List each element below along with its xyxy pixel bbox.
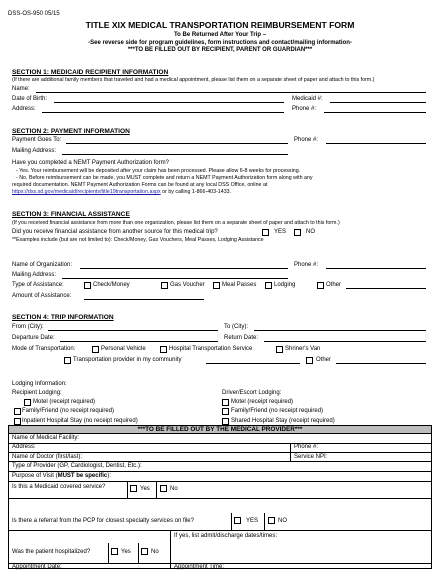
assistance-question: Did you receive financial assistance from another source for this medical trip? [12, 229, 218, 235]
nemt-no-line-3 [12, 189, 231, 196]
assistance-yes-label: YES [274, 229, 287, 235]
covered-no-label: No [170, 486, 178, 492]
referral-no-checkbox[interactable] [268, 517, 275, 524]
appointment-time-label: Appointment Time: [174, 564, 225, 570]
nemt-phone-text: or by calling 1-866-403-1433. [160, 189, 232, 195]
nemt-question: Have you completed a NEMT Payment Authorization form? [12, 160, 169, 166]
provider-address-label: Address: [12, 444, 36, 450]
recipient-motel-label: Motel (receipt required) [33, 399, 96, 405]
payment-phone-label: Phone #: [294, 137, 319, 143]
mailing-address-label: Mailing Address: [12, 148, 57, 154]
nemt-no-line-1: - No. Before reimbursement can be made, you MUST complete and return a NEMT Payment Authorization form along with any [16, 175, 313, 181]
referral-no-label: NO [278, 518, 287, 524]
section-4-heading: SECTION 4: TRIP INFORMATION [12, 314, 114, 321]
address-field[interactable] [42, 112, 284, 113]
transport-mode-label: Mode of Transportation: [12, 346, 76, 352]
section-1-heading: SECTION 1: MEDICAID RECIPIENT INFORMATION [12, 69, 169, 76]
return-date-field[interactable] [264, 341, 426, 342]
admit-discharge-label: If yes, list admit/discharge dates/times: [174, 533, 278, 539]
dob-field[interactable] [54, 102, 284, 103]
type-meal-passes-checkbox[interactable] [213, 282, 220, 289]
driver-lodging-label: Driver/Escort Lodging: [222, 390, 282, 396]
medicaid-field[interactable] [330, 102, 426, 103]
community-provider-field[interactable] [206, 363, 300, 364]
lodging-info-label: Lodging Information: [12, 381, 67, 387]
assistance-no-checkbox[interactable] [294, 229, 301, 236]
phone-label: Phone #: [292, 106, 317, 112]
to-city-field[interactable] [254, 330, 426, 331]
type-other-label: Other [326, 282, 342, 288]
phone-field[interactable] [324, 112, 426, 113]
provider-banner-text: ***TO BE FILLED OUT BY THE MEDICAL PROVIDER*** [137, 426, 303, 433]
mode-other-label: Other [316, 357, 332, 363]
driver-shared-stay-label: Shared Hospital Stay (receipt required) [231, 418, 335, 424]
payment-goes-to-field[interactable] [66, 143, 288, 144]
facility-label: Name of Medical Facility: [12, 435, 80, 441]
address-label: Address: [12, 106, 36, 112]
mailing-address-field[interactable] [62, 154, 288, 155]
recipient-motel-checkbox[interactable] [24, 399, 31, 406]
driver-shared-stay-checkbox[interactable] [222, 418, 229, 425]
organization-phone-field[interactable] [326, 268, 426, 269]
mode-hospital-service-label: Hospital Transportation Service [169, 346, 253, 352]
dob-label: Date of Birth: [12, 96, 48, 102]
form-number: DSS-OS-950 05/15 [8, 11, 60, 17]
section-2-heading: SECTION 2: PAYMENT INFORMATION [12, 128, 130, 135]
purpose-label: Purpose of Visit (MUST be specific): [12, 473, 111, 479]
assistance-amount-label: Amount of Assistance: [12, 293, 72, 299]
name-field[interactable] [36, 92, 426, 93]
hospitalized-question: Was the patient hospitalized? [12, 549, 91, 555]
type-other-checkbox[interactable] [317, 282, 324, 289]
type-gas-voucher-checkbox[interactable] [161, 282, 168, 289]
npi-label: Service NPI: [294, 454, 328, 460]
mode-hospital-service-checkbox[interactable] [160, 346, 167, 353]
referral-question: Is there a referral from the PCP for closest specialty services on file? [12, 518, 194, 524]
covered-service-question: Is this a Medicaid covered service? [12, 484, 106, 490]
type-gas-voucher-label: Gas Voucher [170, 282, 205, 288]
section-3-heading: SECTION 3: FINANCIAL ASSISTANCE [12, 211, 130, 218]
mode-community-provider-label: Transportation provider in my community [73, 357, 182, 363]
referral-yes-checkbox[interactable] [234, 517, 241, 524]
recipient-lodging-label: Recipient Lodging: [12, 390, 62, 396]
driver-family-label: Family/Friend (no receipt required) [231, 408, 324, 414]
type-lodging-label: Lodging [274, 282, 296, 288]
recipient-inpatient-label: Inpatient Hospital Stay (no receipt required) [22, 418, 138, 424]
payment-goes-to-label: Payment Goes To: [12, 137, 62, 143]
nemt-form-link[interactable]: https://dss.sd.gov/medicaid/recipients/title19transportation.aspx [12, 189, 161, 195]
covered-yes-label: Yes [140, 486, 150, 492]
provider-type-label: Type of Provider (GP, Cardiologist, Dentist, Etc.): [12, 463, 142, 469]
type-meal-passes-label: Meal Passes [222, 282, 257, 288]
section-1-note: (If there are additional family members that traveled and had a medical appointment, please list them on a separate sheet of paper and attach to this form.) [12, 77, 375, 83]
medicaid-label: Medicaid #: [292, 96, 323, 102]
organization-field[interactable] [80, 268, 288, 269]
recipient-inpatient-checkbox[interactable] [14, 418, 21, 425]
provider-phone-label: Phone #: [294, 444, 319, 450]
organization-mailing-field[interactable] [62, 278, 288, 279]
mode-personal-vehicle-label: Personal Vehicle [101, 346, 146, 352]
mode-shriners-van-label: Shriner's Van [285, 346, 321, 352]
payment-phone-field[interactable] [326, 143, 426, 144]
organization-mailing-label: Mailing Address: [12, 272, 57, 278]
guidelines-note: -See reverse side for program guidelines, form instructions and contact/mailing information- [88, 40, 352, 46]
section-3-note: (If you received financial assistance from more than one organization, please list them on a separate sheet of paper and attach to this form.) [12, 220, 340, 226]
type-other-field[interactable] [346, 288, 426, 289]
name-label: Name: [12, 86, 30, 92]
provider-table [8, 425, 432, 569]
recipient-family-checkbox[interactable] [14, 408, 21, 415]
type-lodging-checkbox[interactable] [265, 282, 272, 289]
driver-motel-label: Motel (receipt required) [231, 399, 294, 405]
nemt-no-line-2: required documentation. NEMT Payment Authorization Forms can be found at any local DSS Office, online at [12, 182, 268, 188]
hospitalized-no-checkbox[interactable] [141, 548, 148, 555]
nemt-yes-line: - Yes. Your reimbursement will be deposited after your claim has been processed. Please allow 6-8 weeks for processing. [16, 168, 301, 174]
covered-yes-checkbox[interactable] [130, 485, 137, 492]
departure-date-label: Departure Date: [12, 335, 55, 341]
hospitalized-no-label: No [151, 549, 159, 555]
assistance-type-label: Type of Assistance: [12, 282, 64, 288]
referral-yes-label: YES [246, 518, 259, 524]
return-date-label: Return Date: [224, 335, 259, 341]
hospitalized-yes-label: Yes [121, 549, 131, 555]
filled-by-recipient: ***TO BE FILLED OUT BY RECIPIENT, PARENT OR GUARDIAN*** [127, 47, 313, 53]
mode-personal-vehicle-checkbox[interactable] [92, 346, 99, 353]
mode-shriners-van-checkbox[interactable] [276, 346, 283, 353]
hospitalized-yes-checkbox[interactable] [111, 548, 118, 555]
to-city-label: To (City): [224, 324, 248, 330]
mode-other-checkbox[interactable] [306, 357, 313, 364]
driver-motel-checkbox[interactable] [222, 399, 229, 406]
form-title: TITLE XIX MEDICAL TRANSPORTATION REIMBURSEMENT FORM [85, 20, 355, 30]
recipient-family-label: Family/Friend (no receipt required) [22, 408, 115, 414]
assistance-yes-checkbox[interactable] [262, 229, 269, 236]
type-check-money-checkbox[interactable] [84, 282, 91, 289]
organization-label: Name of Organization: [12, 262, 73, 268]
departure-date-field[interactable] [60, 341, 218, 342]
assistance-no-label: NO [306, 229, 315, 235]
mode-other-field[interactable] [336, 363, 426, 364]
driver-family-checkbox[interactable] [222, 408, 229, 415]
organization-phone-label: Phone #: [294, 262, 319, 268]
covered-no-checkbox[interactable] [160, 485, 167, 492]
type-check-money-label: Check/Money [93, 282, 130, 288]
doctor-label: Name of Doctor (first/last): [12, 454, 83, 460]
mode-community-provider-checkbox[interactable] [64, 357, 71, 364]
form-subtitle: To Be Returned After Your Trip – [173, 32, 267, 38]
assistance-amount-field[interactable] [84, 299, 204, 300]
appointment-date-label: Appointment Date: [12, 564, 62, 570]
assistance-examples: **Examples include (but are not limited to): Check/Money, Gas Vouchers, Meal Passes, Lodging Assistance [12, 237, 264, 243]
from-city-field[interactable] [48, 330, 218, 331]
from-city-label: From (City): [12, 324, 44, 330]
